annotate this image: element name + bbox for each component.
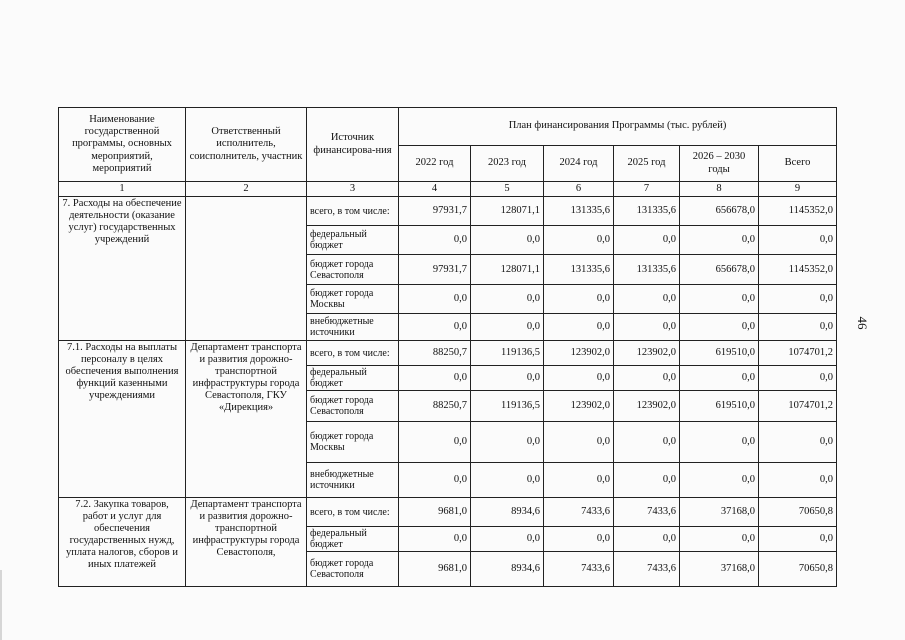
funding-source: бюджет города Севастополя xyxy=(307,255,399,285)
year-value: 0,0 xyxy=(614,366,680,391)
year-value: 656678,0 xyxy=(680,197,759,226)
year-value: 7433,6 xyxy=(544,552,614,587)
year-value: 0,0 xyxy=(471,285,544,314)
total-value: 1145352,0 xyxy=(759,255,837,285)
column-number: 3 xyxy=(307,182,399,197)
funding-source: бюджет города Москвы xyxy=(307,285,399,314)
year-value: 0,0 xyxy=(399,422,471,463)
column-number: 1 xyxy=(59,182,186,197)
header-year: 2023 год xyxy=(471,146,544,182)
year-value: 131335,6 xyxy=(614,255,680,285)
year-value: 0,0 xyxy=(471,314,544,341)
table-body xyxy=(59,197,837,587)
funding-source: федеральный бюджет xyxy=(307,366,399,391)
year-value: 7433,6 xyxy=(614,498,680,527)
column-number: 8 xyxy=(680,182,759,197)
program-item-name: 7.1. Расходы на выплаты персоналу в целях обеспечения выполнения функций казенными учреждениями xyxy=(59,341,186,498)
year-value: 131335,6 xyxy=(544,197,614,226)
year-value: 131335,6 xyxy=(614,197,680,226)
year-value: 0,0 xyxy=(544,527,614,552)
funding-source: всего, в том числе: xyxy=(307,498,399,527)
year-value: 0,0 xyxy=(680,366,759,391)
year-value: 0,0 xyxy=(680,314,759,341)
year-value: 8934,6 xyxy=(471,552,544,587)
executor xyxy=(186,197,307,341)
column-numbers-row xyxy=(59,182,837,197)
year-value: 128071,1 xyxy=(471,255,544,285)
year-value: 88250,7 xyxy=(399,391,471,422)
total-value: 0,0 xyxy=(759,527,837,552)
total-value: 0,0 xyxy=(759,285,837,314)
column-number: 9 xyxy=(759,182,837,197)
program-item-name: 7.2. Закупка товаров, работ и услуг для обеспечения государственных нужд, уплата налогов, сборов и иных платежей xyxy=(59,498,186,587)
year-value: 0,0 xyxy=(680,422,759,463)
year-value: 119136,5 xyxy=(471,341,544,366)
header-col1: Наименование государственной программы, основных мероприятий, мероприятий xyxy=(59,108,186,182)
total-value: 0,0 xyxy=(759,422,837,463)
year-value: 7433,6 xyxy=(614,552,680,587)
year-value: 0,0 xyxy=(680,226,759,255)
year-value: 8934,6 xyxy=(471,498,544,527)
funding-source: федеральный бюджет xyxy=(307,527,399,552)
year-value: 656678,0 xyxy=(680,255,759,285)
year-value: 0,0 xyxy=(471,366,544,391)
year-value: 0,0 xyxy=(544,463,614,498)
year-value: 97931,7 xyxy=(399,197,471,226)
year-value: 9681,0 xyxy=(399,498,471,527)
year-value: 123902,0 xyxy=(614,341,680,366)
year-value: 128071,1 xyxy=(471,197,544,226)
header-row-1 xyxy=(59,108,837,146)
table-row xyxy=(59,498,837,527)
table-row xyxy=(59,341,837,366)
year-value: 0,0 xyxy=(471,226,544,255)
total-value: 0,0 xyxy=(759,366,837,391)
year-value: 9681,0 xyxy=(399,552,471,587)
column-number: 5 xyxy=(471,182,544,197)
table-row xyxy=(59,197,837,226)
year-value: 97931,7 xyxy=(399,255,471,285)
year-value: 0,0 xyxy=(399,366,471,391)
year-value: 123902,0 xyxy=(544,391,614,422)
year-value: 0,0 xyxy=(614,527,680,552)
program-item-name: 7. Расходы на обеспечение деятельности (оказание услуг) государственных учреждений xyxy=(59,197,186,341)
funding-source: всего, в том числе: xyxy=(307,197,399,226)
header-plan: План финансирования Программы (тыс. рублей) xyxy=(399,108,837,146)
header-year: 2022 год xyxy=(399,146,471,182)
funding-source: бюджет города Москвы xyxy=(307,422,399,463)
year-value: 119136,5 xyxy=(471,391,544,422)
year-value: 0,0 xyxy=(614,463,680,498)
year-value: 0,0 xyxy=(471,463,544,498)
header-year: 2025 год xyxy=(614,146,680,182)
year-value: 88250,7 xyxy=(399,341,471,366)
header-year: 2024 год xyxy=(544,146,614,182)
year-value: 7433,6 xyxy=(544,498,614,527)
column-number: 4 xyxy=(399,182,471,197)
year-value: 0,0 xyxy=(399,226,471,255)
year-value: 0,0 xyxy=(399,314,471,341)
funding-source: федеральный бюджет xyxy=(307,226,399,255)
year-value: 0,0 xyxy=(399,285,471,314)
executor: Департамент транспорта и развития дорожно-транспортной инфраструктуры города Севастополя, xyxy=(186,498,307,587)
year-value: 0,0 xyxy=(399,527,471,552)
total-value: 0,0 xyxy=(759,463,837,498)
page-number: 46 xyxy=(855,316,870,330)
executor: Департамент транспорта и развития дорожно-транспортной инфраструктуры города Севастополя, ГКУ «Дирекция» xyxy=(186,341,307,498)
year-value: 0,0 xyxy=(614,314,680,341)
header-total: Всего xyxy=(759,146,837,182)
year-value: 131335,6 xyxy=(544,255,614,285)
year-value: 0,0 xyxy=(680,527,759,552)
total-value: 0,0 xyxy=(759,314,837,341)
year-value: 0,0 xyxy=(544,285,614,314)
scan-edge-mark xyxy=(0,570,2,640)
total-value: 1074701,2 xyxy=(759,341,837,366)
financing-table xyxy=(58,107,837,587)
header-year: 2026 – 2030 годы xyxy=(680,146,759,182)
year-value: 619510,0 xyxy=(680,341,759,366)
funding-source: внебюджетные источники xyxy=(307,463,399,498)
year-value: 0,0 xyxy=(544,422,614,463)
year-value: 37168,0 xyxy=(680,552,759,587)
year-value: 0,0 xyxy=(471,527,544,552)
year-value: 0,0 xyxy=(614,285,680,314)
total-value: 1145352,0 xyxy=(759,197,837,226)
year-value: 123902,0 xyxy=(614,391,680,422)
year-value: 619510,0 xyxy=(680,391,759,422)
column-number: 6 xyxy=(544,182,614,197)
year-value: 123902,0 xyxy=(544,341,614,366)
year-value: 0,0 xyxy=(471,422,544,463)
funding-source: всего, в том числе: xyxy=(307,341,399,366)
header-col2: Ответственный исполнитель, соисполнитель, участник xyxy=(186,108,307,182)
total-value: 0,0 xyxy=(759,226,837,255)
year-value: 37168,0 xyxy=(680,498,759,527)
year-value: 0,0 xyxy=(614,422,680,463)
year-value: 0,0 xyxy=(544,314,614,341)
total-value: 70650,8 xyxy=(759,498,837,527)
funding-source: бюджет города Севастополя xyxy=(307,391,399,422)
year-value: 0,0 xyxy=(544,226,614,255)
funding-source: бюджет города Севастополя xyxy=(307,552,399,587)
column-number: 7 xyxy=(614,182,680,197)
total-value: 1074701,2 xyxy=(759,391,837,422)
total-value: 70650,8 xyxy=(759,552,837,587)
year-value: 0,0 xyxy=(614,226,680,255)
year-value: 0,0 xyxy=(680,463,759,498)
year-value: 0,0 xyxy=(544,366,614,391)
year-value: 0,0 xyxy=(680,285,759,314)
year-value: 0,0 xyxy=(399,463,471,498)
funding-source: внебюджетные источники xyxy=(307,314,399,341)
column-number: 2 xyxy=(186,182,307,197)
header-col3: Источник финансирова-ния xyxy=(307,108,399,182)
